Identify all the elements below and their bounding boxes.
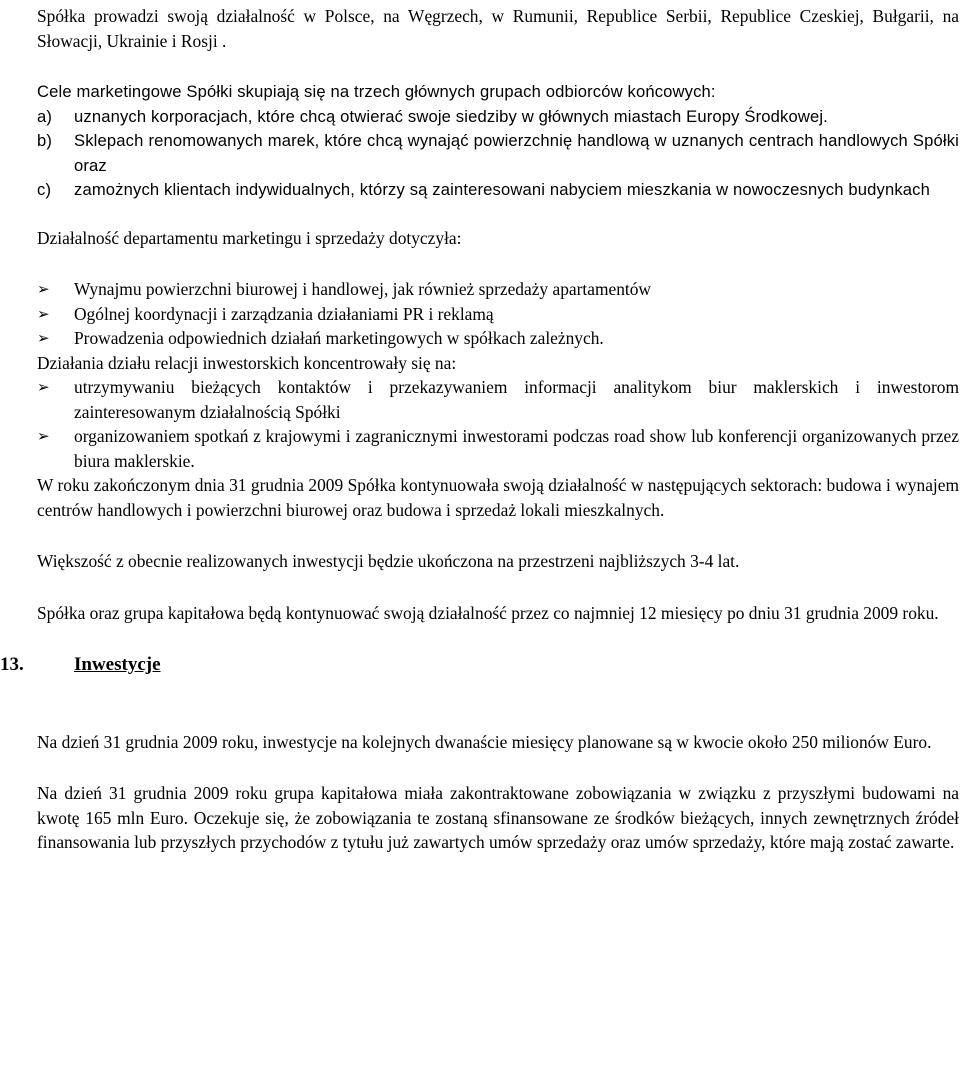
list-item-text: Prowadzenia odpowiednich działań marketingowych w spółkach zależnych. xyxy=(74,328,604,348)
investor-relations-intro: Działania działu relacji inwestorskich koncentrowały się na: xyxy=(37,352,457,373)
arrow-bullet-icon: ➢ xyxy=(37,304,50,323)
arrow-bullet-icon: ➢ xyxy=(37,280,50,298)
marketing-department-intro: Działalność departamentu marketingu i sprzedaży dotyczyła: xyxy=(37,227,462,248)
list-item xyxy=(37,424,959,473)
paragraph-commitments: Na dzień 31 grudnia 2009 roku grupa kapitałowa miała zakontraktowane zobowiązania w związku z przyszłymi budowami na kwotę 165 mln Euro. Oczekuje się, że zobowiązania te zostaną sfinansowane ze środków bieżących, innych zewnętrznych źródeł finansowania lub przyszłych przychodów z tytułu już zawartych umów sprzedaży oraz umów sprzedaży, które mają zostać zawarte. xyxy=(37,783,959,852)
paragraph-planned-investments: Na dzień 31 grudnia 2009 roku, inwestycje na kolejnych dwanaście miesięcy planowane są w kwocie około 250 milionów Euro. xyxy=(37,731,932,752)
paragraph-countries: Spółka prowadzi swoją działalność w Polsce, na Węgrzech, w Rumunii, Republice Serbii, Republice Czeskiej, Bułgarii, na Słowacji, Ukrainie i Rosji . xyxy=(37,6,959,51)
list-item-text: organizowaniem spotkań z krajowymi i zagranicznymi inwestorami podczas road show lub konferencji organizowanych przez biura maklerskie. xyxy=(74,426,959,471)
list-item-text: zamożnych klientach indywidualnych, którzy są zainteresowani nabyciem mieszkania w nowoczesnych budynkach xyxy=(74,180,930,199)
marketing-goals-list xyxy=(37,105,959,203)
section-title: Inwestycje xyxy=(74,654,161,675)
list-item-text: uznanych korporacjach, które chcą otwierać swoje siedziby w głównych miastach Europy Środkowej. xyxy=(74,106,828,126)
section-heading xyxy=(0,653,959,678)
list-item-text: Sklepach renomowanych marek, które chcą wynająć powierzchnię handlową w uznanych centrach handlowych Spółki oraz xyxy=(74,131,959,175)
list-item-text: Wynajmu powierzchni biurowej i handlowej, jak również sprzedaży apartamentów xyxy=(74,279,651,299)
list-marker: b) xyxy=(37,131,53,150)
list-marker: c) xyxy=(37,180,52,199)
list-item xyxy=(37,178,959,203)
list-item-text: utrzymywaniu bieżących kontaktów i przekazywaniem informacji analitykom biur maklerskich i inwestorom zainteresowanym działalnością Spółki xyxy=(74,377,959,422)
paragraph-going-concern: Spółka oraz grupa kapitałowa będą kontynuować swoją działalność przez co najmniej 12 miesięcy po dniu 31 grudnia 2009 roku. xyxy=(37,602,939,623)
investor-relations-list xyxy=(37,375,959,473)
list-item xyxy=(37,326,959,351)
list-item xyxy=(37,129,959,178)
arrow-bullet-icon: ➢ xyxy=(37,378,50,396)
marketing-goals-intro: Cele marketingowe Spółki skupiają się na trzech głównych grupach odbiorców końcowych: xyxy=(37,82,716,101)
paragraph-sectors: W roku zakończonym dnia 31 grudnia 2009 Spółka kontynuowała swoją działalność w następujących sektorach: budowa i wynajem centrów handlowych i powierzchni biurowej oraz budowa i sprzedaż lokali mieszkalnych. xyxy=(37,475,959,520)
marketing-goals-block xyxy=(37,80,959,203)
list-item xyxy=(37,277,959,302)
arrow-bullet-icon: ➢ xyxy=(37,427,50,445)
list-item xyxy=(37,375,959,424)
section-number: 13. xyxy=(0,654,24,675)
paragraph-investments-completion: Większość z obecnie realizowanych inwestycji będzie ukończona na przestrzeni najbliższych 3-4 lat. xyxy=(37,551,740,571)
list-item xyxy=(37,302,959,327)
marketing-department-list xyxy=(37,277,959,351)
list-marker: a) xyxy=(37,106,53,126)
document-page xyxy=(0,4,959,855)
list-item-text: Ogólnej koordynacji i zarządzania działaniami PR i reklamą xyxy=(74,303,494,324)
list-item xyxy=(37,105,959,130)
arrow-bullet-icon: ➢ xyxy=(37,329,50,347)
